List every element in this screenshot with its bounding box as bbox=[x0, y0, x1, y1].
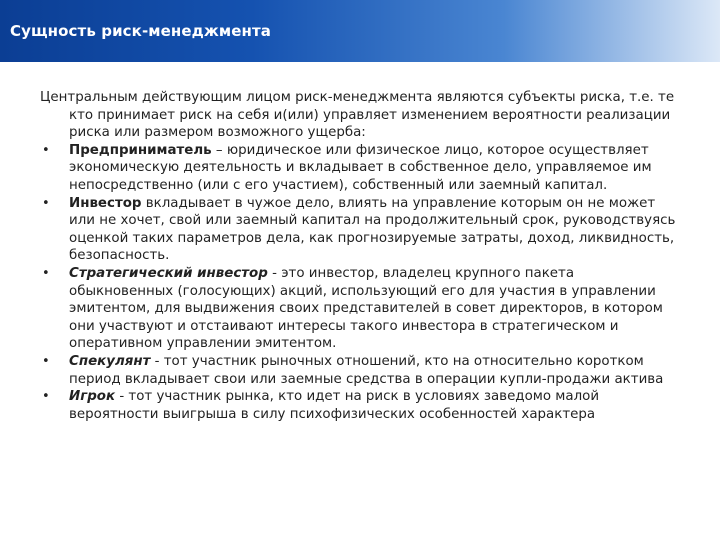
intro-paragraph: Центральным действующим лицом риск-менеджмента являются субъекты риска, т.е. те кто принимает риск на себя и(или) управляет изменением вероятности реализации риска или размером возможного ущерба: bbox=[40, 90, 675, 141]
definition-investor: вкладывает в чужое дело, влиять на управление которым он не может или не хочет, свой или заемный капитал на продолжительный срок, руководствуясь оценкой таких параметров дела, как прогнозируемые затраты, доход, ликвидность, безопасность. bbox=[69, 195, 676, 264]
bullet-icon: • bbox=[42, 265, 50, 281]
slide-content bbox=[40, 89, 680, 423]
list-item-gambler bbox=[40, 388, 680, 423]
list-item-entrepreneur bbox=[40, 142, 680, 195]
title-bar bbox=[0, 0, 720, 62]
bullet-icon: • bbox=[42, 353, 50, 369]
term-strategic-investor: Стратегический инвестор bbox=[69, 265, 268, 281]
definition-gambler: - тот участник рынка, кто идет на риск в условиях заведомо малой вероятности выигрыша в силу психофизических особенностей характера bbox=[69, 389, 600, 422]
bullet-icon: • bbox=[42, 389, 50, 405]
definition-strategic-investor: - это инвестор, владелец крупного пакета обыкновенных (голосующих) акций, использующий его для участия в управлении эмитентом, для выдвижения своих представителей в совет директоров, в котором они участвуют и отстаивают интересы такого инвестора в стратегическом и оперативном управлении эмитентом. bbox=[69, 265, 663, 352]
bullet-icon: • bbox=[42, 142, 50, 158]
subjects-list bbox=[40, 142, 680, 424]
definition-speculator: - тот участник рыночных отношений, кто на относительно коротком период вкладывает свои или заемные средства в операции купли-продажи актива bbox=[69, 353, 664, 387]
definition-entrepreneur: – юридическое или физическое лицо, которое осуществляет экономическую деятельность и вкладывает в собственное дело, управляемое им непосредственно (или с его участием), собственный или заемный капитал. bbox=[69, 142, 652, 193]
bullet-icon: • bbox=[42, 195, 50, 211]
list-item-speculator bbox=[40, 353, 680, 388]
list-item-strategic-investor bbox=[40, 265, 680, 353]
term-gambler: Игрок bbox=[69, 389, 116, 405]
list-item-investor bbox=[40, 195, 680, 265]
term-speculator: Спекулянт bbox=[69, 353, 151, 369]
term-investor: Инвестор bbox=[69, 195, 142, 211]
slide-title: Сущность риск-менеджмента bbox=[10, 22, 272, 40]
term-entrepreneur: Предприниматель bbox=[69, 142, 212, 158]
